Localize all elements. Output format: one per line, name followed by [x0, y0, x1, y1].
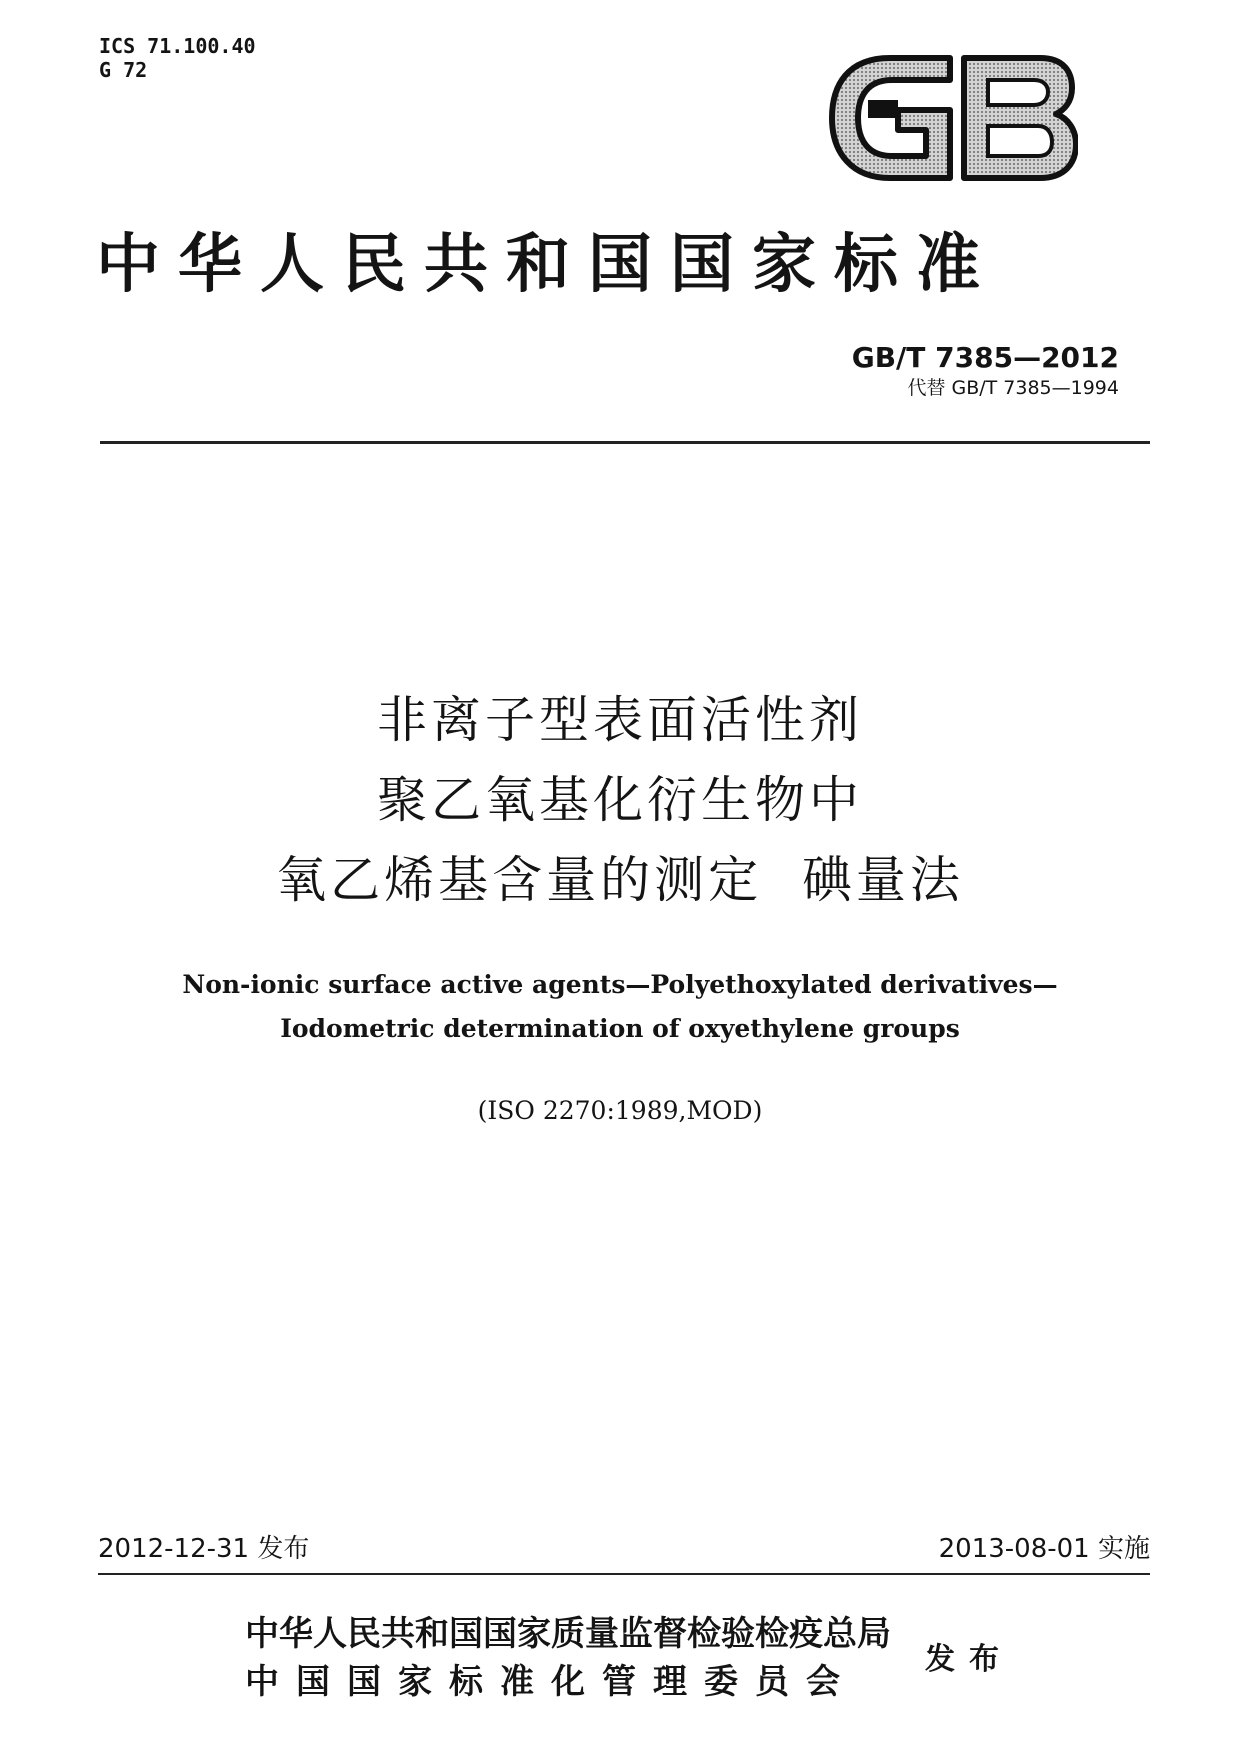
- english-title-line-1: Non-ionic surface active agents—Polyethoxylated derivatives—: [182, 970, 1058, 999]
- iso-reference: (ISO 2270:1989,MOD): [477, 1096, 763, 1125]
- chinese-title-line-3: 氧乙烯基含量的测定 碘量法: [276, 851, 964, 909]
- chinese-title-line-2: 聚乙氧基化衍生物中: [377, 771, 863, 829]
- publish-label: 发布: [925, 1642, 1013, 1677]
- chinese-title: [0, 680, 1240, 920]
- implementation-date: 2013-08-01 实施: [938, 1534, 1150, 1564]
- english-title: [0, 963, 1240, 1051]
- footer-divider: [98, 1573, 1150, 1575]
- issuer-1: 中华人民共和国国家质量监督检验检疫总局: [245, 1614, 891, 1654]
- replaces-standard: 代替 GB/T 7385—1994: [907, 377, 1119, 399]
- gb-logo: [828, 50, 1078, 185]
- ics-code: ICS 71.100.40: [99, 34, 256, 58]
- issuer-2: 中国国家标准化管理委员会: [245, 1662, 857, 1702]
- classification-codes: [99, 34, 256, 82]
- national-standard-title: 中华人民共和国国家标准: [96, 228, 998, 302]
- chinese-title-line-1: 非离子型表面活性剂: [377, 691, 863, 749]
- issue-date: 2012-12-31 发布: [98, 1534, 310, 1564]
- header-divider: [100, 441, 1150, 444]
- issuing-authorities: [245, 1610, 891, 1706]
- standard-number-block: [852, 340, 1119, 400]
- english-title-line-2: Iodometric determination of oxyethylene groups: [280, 1014, 960, 1043]
- standard-number: GB/T 7385—2012: [851, 341, 1119, 374]
- ccs-code: G 72: [99, 58, 148, 82]
- dates-row: [98, 1528, 1150, 1568]
